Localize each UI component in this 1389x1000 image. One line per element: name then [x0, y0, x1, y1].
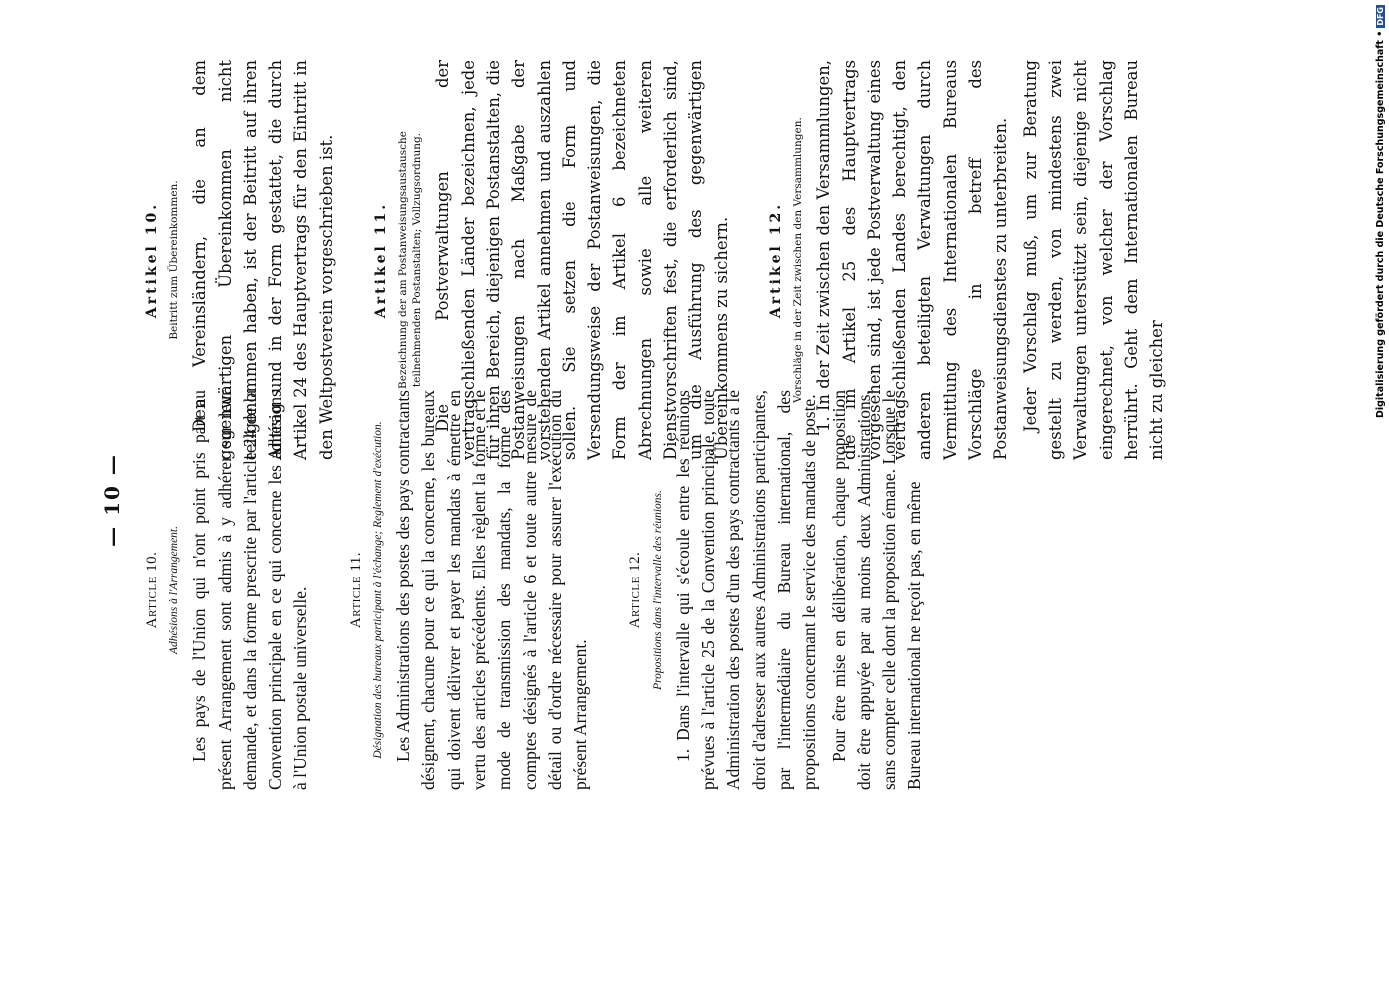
article-title: Artikel 11.: [373, 201, 390, 319]
article-paragraph: Jeder Vorschlag muß, um zur Beratung gestellt zu werden, von mindestens zwei Verwaltungen unterstützt sein, diejenige nicht eingerechnet, von welcher der Vorschlag herrührt. Geht dem Internationalen Bureau nicht zu gleicher: [1020, 60, 1167, 460]
article-subtitle: Adhésions à l'Arrangement.: [168, 526, 181, 654]
article-title: Article 10.: [144, 551, 160, 629]
scan-credit-text: Digitalisierung gefördert durch die Deutsche Forschungsgemeinschaft •: [1375, 30, 1386, 419]
article-title: Article 11.: [347, 551, 364, 629]
scan-credit: [1375, 5, 1387, 995]
article-paragraph: Pour être mise en délibération, chaque proposition doit être appuyée par au moins deux Administrations, sans compter celle dont la proposition émane. Lorsque le Bureau international ne reçoit pas, en même: [828, 390, 925, 790]
dfg-logo: DFG: [1376, 7, 1385, 26]
article-paragraph: Les pays de l'Union qui n'ont point pris part au présent Arrangement sont admis à y adhérer sur leur demande, et dans la forme prescrite par l'article 24 de la Convention principale en ce qui concerne les adhésions à l'Union postale universelle.: [189, 390, 311, 790]
article-title: Artikel 10.: [144, 201, 160, 319]
article-paragraph: Die Postverwaltungen der vertragschließenden Länder bezeichnen, jede für ihren Bereich, diejenigen Postanstalten, die Postanweisungen nach Maßgabe der vorstehenden Artikel annehmen und auszahlen sollen. Sie setzen die Form und Versendungsweise der Postanweisungen, die Form der im Artikel 6 bezeichneten Abrechnungen sowie alle weiteren Dienstvorschriften fest, die erforderlich sind, um die Ausführung des gegenwärtigen Übereinkommens zu sichern.: [433, 60, 731, 460]
page-number: — 10 —: [100, 453, 124, 547]
article-subtitle: Propositions dans l'intervalle des réunions.: [651, 490, 664, 690]
article-11-de: [369, 60, 734, 460]
article-paragraph: 1. Dans l'intervalle qui s'écoule entre les réunions prévues à l'article 25 de la Convention principale, toute Administration des postes d'un des pays contractants a le droit d'adresser aux autres Administrations participantes, par l'intermédiaire du Bureau international, des propositions concernant le service des mandats de poste.: [672, 390, 820, 790]
article-title: Article 12.: [627, 551, 644, 629]
article-subtitle: Vorschläge in der Zeit zwischen den Versammlungen.: [792, 117, 805, 403]
article-subtitle: Bezeichnung der am Postanweisungsaustausche teilnehmenden Postanstalten; Vollzugsordnung.: [397, 131, 424, 389]
article-paragraph: Den Vereinsländern, die an dem gegenwärtigen Übereinkommen nicht teilgenommen haben, ist der Beitritt auf ihren Antrag und in der Form gestattet, die durch Artikel 24 des Hauptvertrags für den Eintritt in den Weltpostverein vorgeschrieben ist.: [190, 60, 336, 460]
german-column: [140, 60, 1199, 460]
article-10-de: [140, 60, 339, 460]
article-subtitle: Beitritt zum Übereinkommen.: [168, 180, 181, 340]
article-title: Artikel 12.: [767, 201, 784, 319]
article-paragraph: 1. In der Zeit zwischen den Versammlungen, die im Artikel 25 des Hauptvertrags vorgesehen sind, ist jede Postverwaltung eines vertragschließenden Landes berechtigt, den anderen beteiligten Verwaltungen durch Vermittlung des Internationalen Bureaus Vorschläge in betreff des Postanweisungsdienstes zu unterbreiten.: [814, 60, 1011, 460]
article-paragraph: Les Administrations des postes des pays contractants désignent, chacune pour ce qui la concerne, les bureaux qui doivent délivrer et payer les mandats à émettre en vertu des articles précédents. Elles règlent la forme et le mode de transmission des mandats, la forme des comptes désignés à l'article 6 et toute autre mesure de détail ou d'ordre nécessaire pour assurer l'exécution du présent Arrangement.: [393, 390, 591, 790]
article-subtitle: Désignation des bureaux participant à l'échange; Reglement d'exécution.: [372, 421, 385, 759]
article-12-de: [764, 60, 1169, 460]
